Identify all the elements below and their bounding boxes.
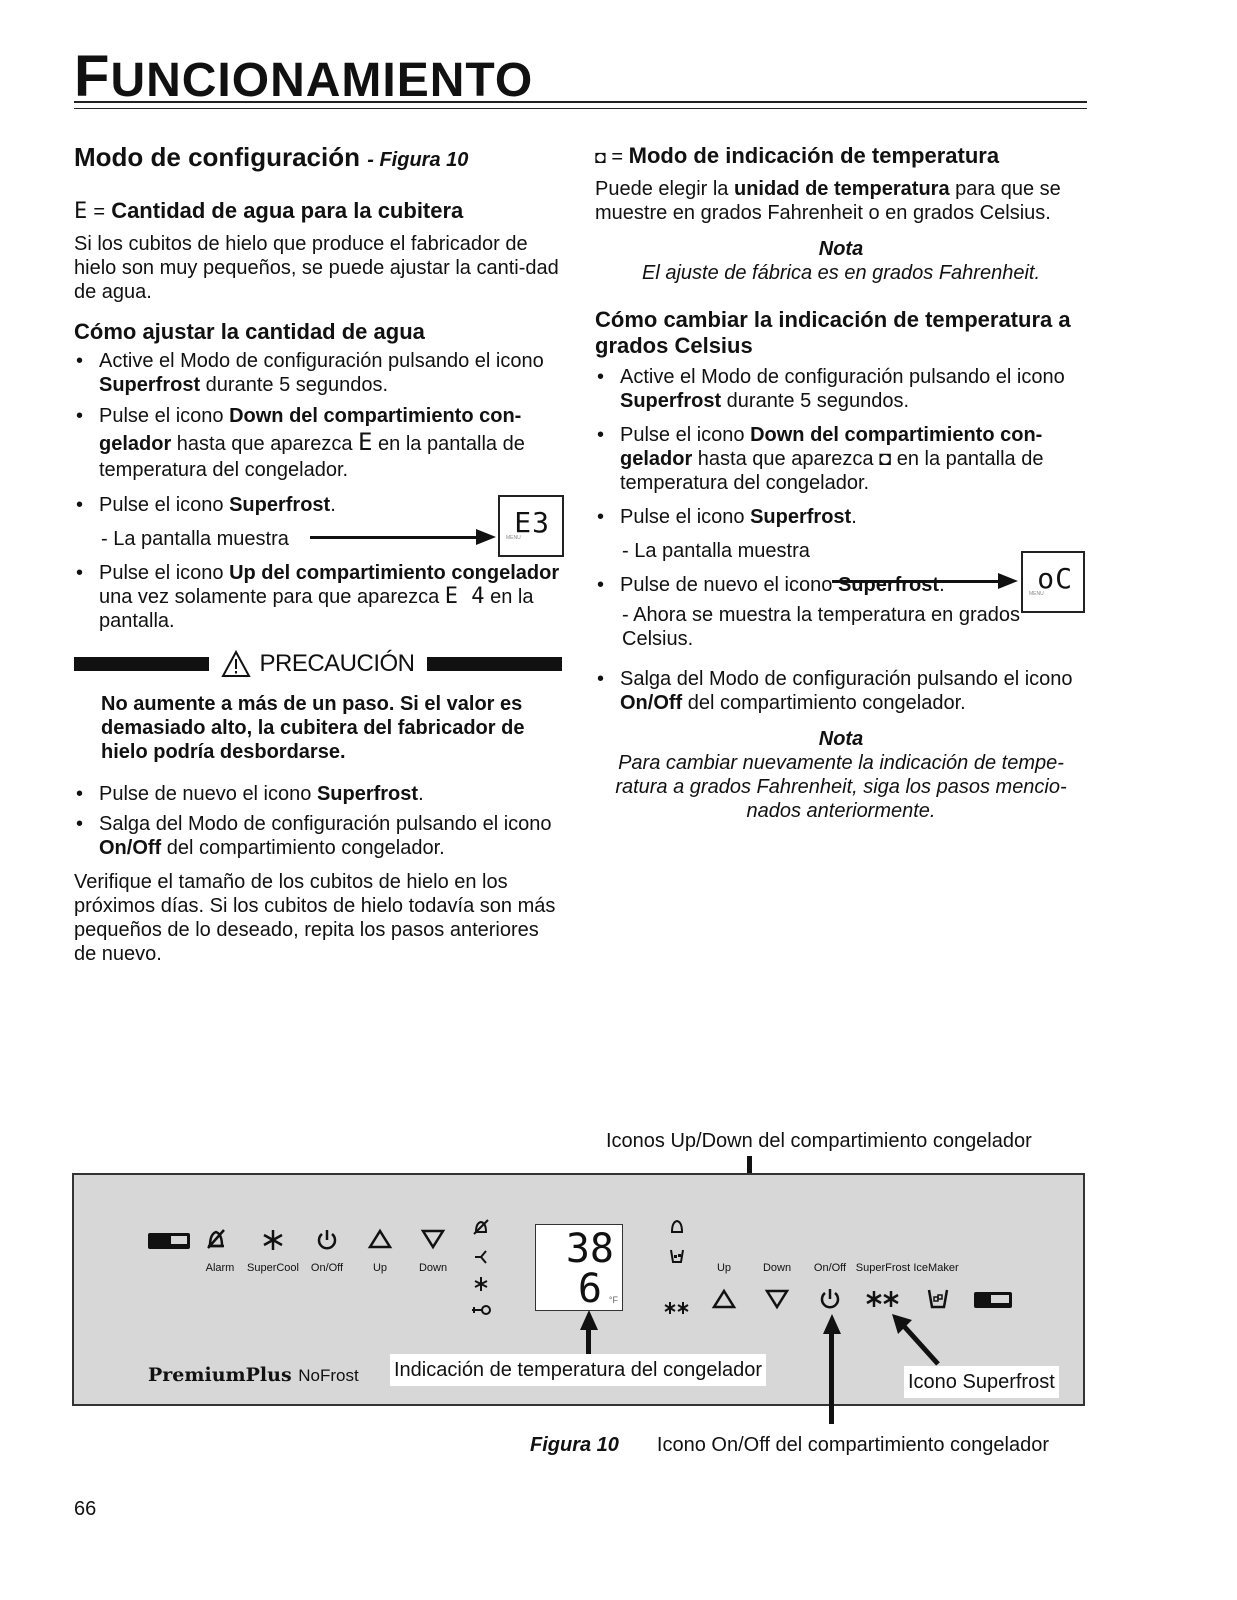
caution-bar-right xyxy=(427,657,562,671)
step-4: • Pulse el icono Up del compartimiento congelador una vez solamente para que aparezca E 4 en la pantalla. xyxy=(74,561,564,633)
down-triangle-icon[interactable] xyxy=(416,1228,450,1255)
power-icon[interactable] xyxy=(310,1227,344,1258)
closing-paragraph: Verifique el tamaño de los cubitos de hielo en los próximos días. Si los cubitos de hielo todavía son más pequeños de lo deseado, repita los pasos anteriores de nuevo. xyxy=(74,871,556,965)
label-icemaker: IceMaker xyxy=(913,1262,959,1274)
label-supercool: SuperCool xyxy=(247,1262,299,1274)
exit-steps xyxy=(74,782,564,860)
header-rule-thick xyxy=(74,101,1087,103)
arrow-onoff xyxy=(829,1332,834,1424)
page-title: FUNCIONAMIENTO xyxy=(74,44,534,109)
temp-heading-label: Modo de indicación de temperatura xyxy=(628,143,1000,168)
label-onoff-right: On/Off xyxy=(813,1262,847,1274)
display-arrowhead-left xyxy=(476,529,496,545)
warning-icon xyxy=(221,650,251,678)
callout-temp: Indicación de temperatura del congelador xyxy=(390,1354,766,1386)
icemaker-status-icon xyxy=(668,1246,686,1267)
change-step-5: • Salga del Modo de configuración pulsando el icono On/Off del compartimiento congelador. xyxy=(595,667,1087,715)
step-6: • Salga del Modo de configuración pulsando el icono On/Off del compartimiento congelador. xyxy=(74,812,564,860)
settings-display-e3: MENU E3 xyxy=(498,495,564,557)
snowflake-status-icon xyxy=(474,1276,488,1295)
water-heading-text: = xyxy=(93,201,106,223)
left-column-lower xyxy=(74,692,564,966)
water-heading: E = Cantidad de agua para la cubitera xyxy=(74,198,464,224)
freezer-power-icon[interactable] xyxy=(813,1286,847,1317)
freezer-temperature-display xyxy=(535,1224,623,1311)
settings-display-oc: MENU oC xyxy=(1021,551,1085,613)
change-step-2: • Pulse el icono Down del compartimiento con-gelador hasta que aparezca ◘ en la pantalla de temperatura del congelador. xyxy=(595,423,1087,495)
change-step-1: • Active el Modo de configuración pulsando el icono Superfrost durante 5 segundos. xyxy=(595,365,1087,413)
arrowhead-onoff xyxy=(823,1314,841,1334)
adjust-steps xyxy=(74,349,564,517)
change-heading: Cómo cambiar la indicación de temperatura a grados Celsius xyxy=(595,307,1071,358)
label-up-left: Up xyxy=(372,1262,388,1274)
change-steps xyxy=(595,365,1087,529)
right-column xyxy=(595,142,1087,823)
label-onoff-left: On/Off xyxy=(310,1262,344,1274)
callout-superfrost: Icono Superfrost xyxy=(904,1366,1059,1398)
fan-status-icon xyxy=(472,1248,490,1269)
superfrost-status-icon xyxy=(664,1300,690,1319)
note-1: Nota El ajuste de fábrica es en grados Fahrenheit. xyxy=(641,238,1041,284)
step-2: • Pulse el icono Down del compartimiento con-gelador hasta que aparezca E en la pantalla de temperatura del congelador. xyxy=(74,403,564,483)
display-arrowhead-right xyxy=(998,573,1018,589)
arrow-superfrost xyxy=(888,1310,948,1370)
callout-updown: Iconos Up/Down del compartimiento congelador xyxy=(606,1130,1032,1152)
change-step-3-sub: - La pantalla muestra xyxy=(622,540,810,562)
alarm-off-icon[interactable] xyxy=(199,1226,233,1257)
label-down-left: Down xyxy=(418,1262,448,1274)
display-arrow-left xyxy=(310,536,480,539)
display-bottom-digits: 6 xyxy=(577,1266,602,1312)
label-superfrost: SuperFrost xyxy=(855,1262,911,1274)
display-unit: °F xyxy=(608,1295,618,1305)
temp-intro: Puede elegir la unidad de temperatura para que se muestre en grados Fahrenheit o en grados Celsius. xyxy=(595,178,1061,224)
caution-banner xyxy=(74,650,562,678)
header-rule-thin xyxy=(74,108,1087,109)
bell-status-icon xyxy=(668,1218,686,1239)
display-arrow-right xyxy=(832,580,1002,583)
display-top-digits: 38 xyxy=(565,1226,614,1272)
step-5: • Pulse de nuevo el icono Superfrost. xyxy=(74,782,564,806)
step-1: • Active el Modo de configuración pulsando el icono Superfrost durante 5 segundos. xyxy=(74,349,564,397)
caution-title: PRECAUCIÓN xyxy=(221,650,414,678)
battery-icon xyxy=(148,1233,190,1249)
change-step-3: • Pulse el icono Superfrost. xyxy=(595,505,1087,529)
step-3: • Pulse el icono Superfrost. xyxy=(74,493,564,517)
freezer-down-icon[interactable] xyxy=(760,1288,794,1315)
supercool-icon[interactable] xyxy=(256,1227,290,1258)
brand-logo: PremiumPlus NoFrost xyxy=(148,1364,359,1386)
temp-heading: ◘ = Modo de indicación de temperatura xyxy=(595,143,1000,168)
label-down-right: Down xyxy=(762,1262,792,1274)
arrowhead-temp xyxy=(580,1310,598,1330)
temp-heading-equals: = xyxy=(605,146,629,168)
left-column xyxy=(74,142,564,633)
section-title: Modo de configuración - Figura 10 xyxy=(74,142,469,172)
note-2: Nota Para cambiar nuevamente la indicación de tempe-ratura a grados Fahrenheit, siga los pasos mencio-nados anteriormente. xyxy=(615,728,1067,822)
caution-bar-left xyxy=(74,657,209,671)
adjust-steps-2 xyxy=(74,561,564,633)
adjust-heading: Cómo ajustar la cantidad de agua xyxy=(74,319,425,344)
label-alarm: Alarm xyxy=(205,1262,235,1274)
water-intro: Si los cubitos de hielo que produce el fabricador de hielo son muy pequeños, se puede ajustar la canti-dad de agua. xyxy=(74,233,559,303)
change-steps-3 xyxy=(595,667,1087,715)
battery-icon-right xyxy=(974,1292,1012,1308)
water-heading-label: Cantidad de agua para la cubitera xyxy=(111,198,464,223)
figure-caption: Figura 10 Icono On/Off del compartimiento congelador xyxy=(530,1434,1049,1456)
caution-text: No aumente a más de un paso. Si el valor es demasiado alto, la cubitera del fabricador de hielo podría desbordarse. xyxy=(101,693,525,763)
change-step-4: • Pulse de nuevo el icono Superfrost. xyxy=(595,573,1087,597)
alarm-off-status-icon xyxy=(472,1218,490,1239)
freezer-up-icon[interactable] xyxy=(707,1288,741,1315)
label-up-right: Up xyxy=(716,1262,732,1274)
page-number: 66 xyxy=(74,1498,97,1520)
key-lock-status-icon xyxy=(470,1302,492,1320)
change-step-4-sub: - Ahora se muestra la temperatura en grados Celsius. xyxy=(622,604,1020,650)
step-3-sub: - La pantalla muestra xyxy=(101,528,289,550)
up-triangle-icon[interactable] xyxy=(363,1228,397,1255)
